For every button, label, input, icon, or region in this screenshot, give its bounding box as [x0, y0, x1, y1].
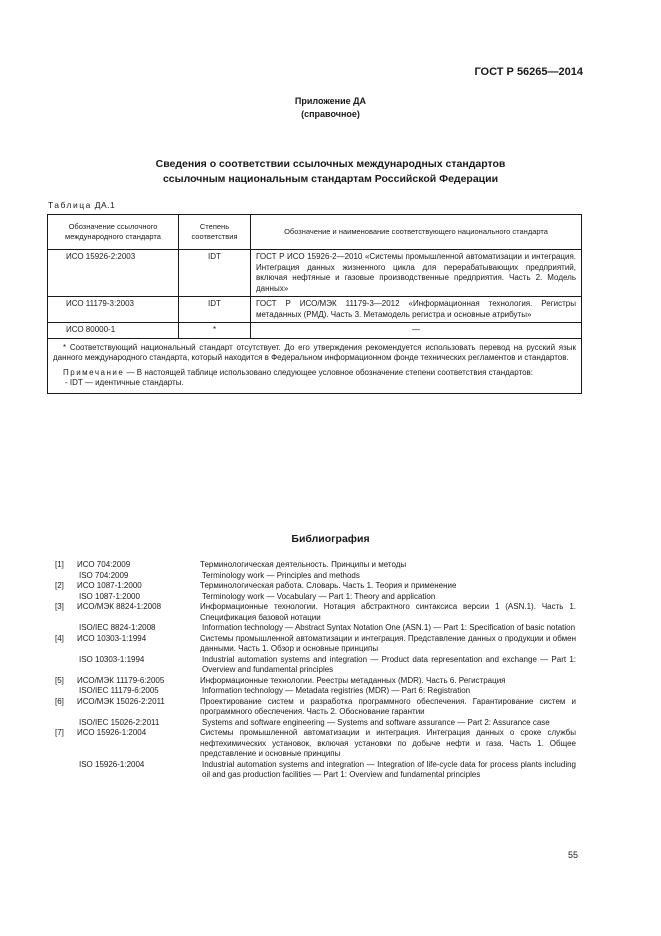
header-degree: Степень соответствия: [179, 215, 251, 250]
note-item: - IDT — идентичные стандарты.: [65, 378, 184, 387]
cell-national: —: [251, 323, 582, 339]
bibliography-entry-title: Проектирование систем и разработка программного обеспечения. Гарантирование систем и программного обеспечения. Часть 2. Обоснование гарантии: [200, 696, 576, 716]
bibliography-entry-title: Information technology — Abstract Syntax Notation One (ASN.1) — Part 1: Specification of basic notation: [202, 623, 576, 632]
bibliography-entry-title: Industrial automation systems and integration — Integration of life-cycle data for process plants including oil and gas production facilities — Part 1: Overview and fundamental principles: [202, 759, 576, 779]
bibliography-entry-number: [2]: [55, 581, 64, 590]
header-national-standard: Обозначение и наименование соответствующего национального стандарта: [251, 215, 582, 250]
table-notes: [48, 338, 582, 393]
bibliography-entry-code: ISO/IEC 15026-2:2011: [79, 717, 160, 727]
table-caption-label: Таблица: [48, 200, 92, 210]
cell-degree: IDT: [179, 250, 251, 297]
footnote: * Соответствующий национальный стандарт отсутствует. До его утверждения рекомендуется использовать перевод на русский язык данного международного стандарта, который находится в Федеральном информационном фонде технических регламентов и стандартов.: [53, 342, 576, 362]
bibliography-entry-code: ISO 704:2009: [79, 570, 129, 580]
bibliography-entry-title: Terminology work — Vocabulary — Part 1: Theory and application: [202, 591, 436, 601]
table-caption-number: ДА.1: [94, 200, 116, 210]
note-text: — В настоящей таблице использовано следующее условное обозначение степени соответствия стандартов:: [126, 367, 533, 377]
bibliography-entry-code: ISO/IEC 8824-1:2008: [79, 623, 156, 632]
bibliography-entry-code: ISO/IEC 11179-6:2005: [79, 686, 159, 695]
appendix-heading: [0, 95, 661, 121]
bibliography-list: [55, 560, 576, 781]
bibliography-entry-title: Терминологическая деятельность. Принципы и методы: [200, 560, 407, 569]
bibliography-entry: [55, 634, 576, 655]
cell-degree: *: [179, 323, 251, 339]
bibliography-entry-number: [7]: [55, 728, 64, 737]
bibliography-entry-number: [55, 760, 77, 781]
bibliography-entry-title: Терминологическая работа. Словарь. Часть 1. Теория и применение: [200, 581, 457, 590]
bibliography-entry-code: ИСО/МЭК 8824-1:2008: [77, 602, 162, 611]
table-caption: [48, 200, 115, 210]
section-title-line2: ссылочным национальным стандартам Российской Федерации: [162, 173, 499, 185]
section-title: [0, 157, 661, 187]
bibliography-entry: [55, 760, 576, 781]
bibliography-entry-code: ISO 10303-1:1994: [79, 654, 145, 664]
table-row: [48, 297, 582, 323]
standard-designation: ГОСТ Р 56265—2014: [474, 66, 583, 78]
bibliography-entry-code: ИСО 704:2009: [77, 560, 131, 569]
cell-national: ГОСТ Р ИСО/МЭК 11179-3—2012 «Информационная технология. Регистры метаданных (РМД). Часть 3. Метамодель регистра и основные атрибуты»: [251, 297, 582, 323]
bibliography-entry-title: Industrial automation systems and integration — Product data representation and exchange — Part 1: Overview and fundamental principles: [202, 654, 576, 674]
bibliography-entry: [55, 676, 576, 687]
header-intl-standard: Обозначение ссылочного международного стандарта: [48, 215, 179, 250]
bibliography-entry-number: [1]: [55, 560, 64, 569]
appendix-subtitle: (справочное): [301, 109, 360, 119]
bibliography-entry: [55, 560, 576, 571]
cell-intl: ИСО 11179-3:2003: [48, 297, 179, 323]
bibliography-entry-code: ISO 15926-1:2004: [79, 759, 145, 769]
bibliography-entry-code: ИСО 15926-1:2004: [77, 728, 147, 737]
cell-intl: ИСО 15926-2:2003: [48, 250, 179, 297]
bibliography-entry: [55, 623, 576, 634]
bibliography-entry: [55, 655, 576, 676]
cell-national: ГОСТ Р ИСО 15926-2—2010 «Системы промышленной автоматизации и интеграция. Интеграция данных жизненного цикла для перерабатывающих предприятий, включая нефтяные и газовые производственные предприятия. Часть 2. Модель данных»: [251, 250, 582, 297]
bibliography-entry: [55, 581, 576, 592]
note: [53, 368, 576, 379]
bibliography-entry-number: [5]: [55, 675, 64, 685]
bibliography-entry: [55, 697, 576, 718]
cell-intl: ИСО 80000-1: [48, 323, 179, 339]
bibliography-entry-title: Системы промышленной автоматизации и интеграция. Интеграция данных о сроке службы нефтехимических установок, включая установки по добыче нефти и газа. Часть 1. Общее представление и основные принципы: [200, 728, 576, 758]
bibliography-entry-title: Системы промышленной автоматизации и интеграция. Представление данных о продукции и обмен данными. Часть 1. Обзор и основные принципы: [200, 633, 576, 653]
bibliography-entry: [55, 686, 576, 697]
bibliography-entry: [55, 728, 576, 760]
bibliography-entry: [55, 602, 576, 623]
bibliography-entry-code: ИСО/МЭК 11179-6:2005: [77, 675, 165, 685]
table-notes-row: [48, 338, 582, 393]
bibliography-title: Библиография: [291, 533, 370, 545]
bibliography-entry-code: ИСО/МЭК 15026-2:2011: [77, 696, 165, 706]
bibliography-entry-title: Terminology work — Principles and methods: [202, 570, 360, 580]
bibliography-entry-number: [55, 686, 77, 697]
bibliography-entry-code: ISO 1087-1:2000: [79, 591, 140, 601]
bibliography-entry-code: ИСО 10303-1:1994: [77, 633, 147, 643]
bibliography-entry-title: Информационные технологии. Нотация абстрактного синтаксиса версии 1 (ASN.1). Часть 1. Спецификация базовой нотации: [200, 602, 576, 622]
bibliography-entry-number: [6]: [55, 696, 64, 706]
section-title-line1: Сведения о соответствии ссылочных международных стандартов: [155, 158, 506, 170]
bibliography-entry-number: [3]: [55, 602, 64, 611]
bibliography-entry-number: [55, 718, 77, 729]
bibliography-entry-title: Systems and software engineering — Systems and software assurance — Part 2: Assurance case: [202, 717, 550, 727]
note-label: Примечание: [63, 367, 125, 377]
bibliography-entry-number: [55, 592, 77, 603]
bibliography-entry: [55, 718, 576, 729]
cell-degree: IDT: [179, 297, 251, 323]
bibliography-entry-number: [4]: [55, 633, 64, 643]
appendix-title: Приложение ДА: [294, 96, 367, 106]
bibliography-entry: [55, 592, 576, 603]
correspondence-table-wrap: [47, 214, 582, 394]
table-header-row: [48, 215, 582, 250]
bibliography-entry-number: [55, 623, 77, 634]
bibliography-entry-number: [55, 655, 77, 676]
bibliography-entry-title: Информационные технологии. Реестры метаданных (MDR). Часть 6. Регистрация: [200, 675, 506, 685]
table-row: [48, 323, 582, 339]
bibliography-entry-code: ИСО 1087-1:2000: [77, 581, 142, 590]
page-number: 55: [567, 850, 578, 860]
correspondence-table: [47, 214, 582, 394]
bibliography-entry-number: [55, 571, 77, 582]
bibliography-entry-title: Information technology — Metadata registries (MDR) — Part 6: Registration: [202, 686, 471, 695]
table-row: [48, 250, 582, 297]
bibliography-entry: [55, 571, 576, 582]
